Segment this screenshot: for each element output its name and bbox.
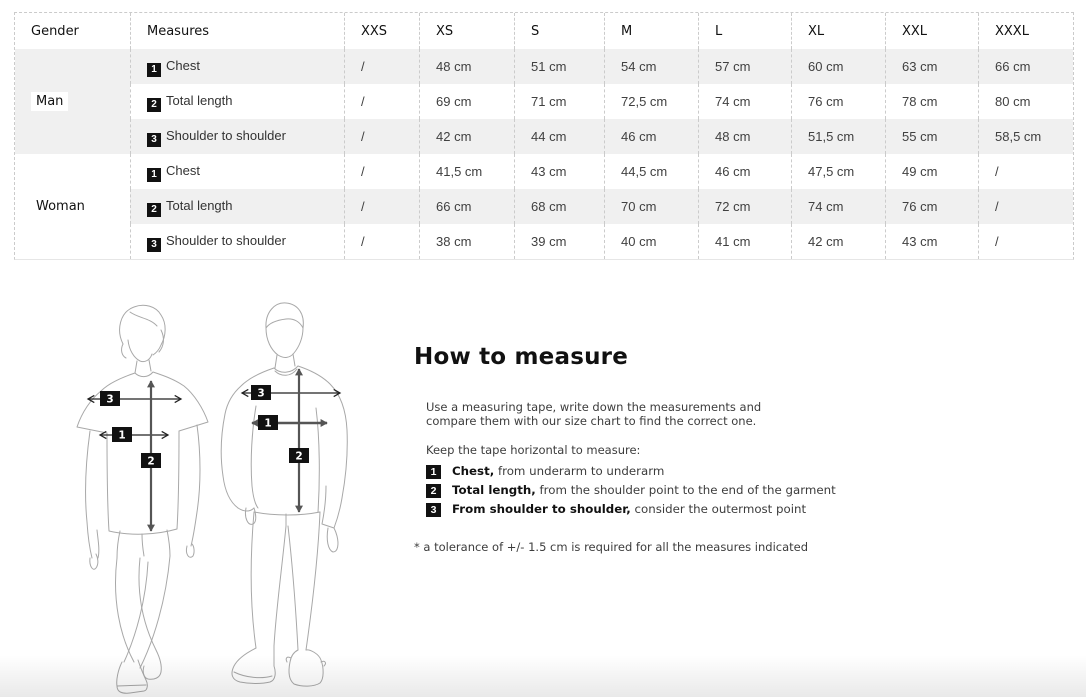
measure-cell — [130, 119, 344, 154]
how-to-measure-section — [414, 344, 1074, 554]
size-value-cell: 46 cm — [698, 154, 791, 189]
woman-figure — [77, 305, 208, 693]
size-value-cell: 48 cm — [698, 119, 791, 154]
size-chart-header-row — [15, 13, 1073, 49]
size-value-cell: 55 cm — [885, 119, 978, 154]
column-header-gender: Gender — [15, 13, 130, 49]
measure-label: Shoulder to shoulder — [166, 128, 286, 143]
measure-label: Total length — [166, 93, 233, 108]
size-row-man-shoulder-to-shoulder — [15, 119, 1073, 154]
size-value-cell: 78 cm — [885, 84, 978, 119]
size-row-woman-shoulder-to-shoulder — [15, 224, 1073, 259]
size-value-cell: 68 cm — [514, 189, 604, 224]
step-text — [452, 483, 836, 497]
size-value-cell: 57 cm — [698, 49, 791, 84]
size-value-cell: 39 cm — [514, 224, 604, 259]
man-length-badge-number: 2 — [295, 450, 303, 463]
measure-label: Chest — [166, 163, 200, 178]
measure-number-badge: 1 — [147, 168, 161, 182]
size-value-cell: / — [344, 154, 419, 189]
size-value-cell: 51 cm — [514, 49, 604, 84]
measure-cell — [130, 49, 344, 84]
woman-length-badge-number: 2 — [147, 455, 155, 468]
size-value-cell: 71 cm — [514, 84, 604, 119]
size-value-cell: 54 cm — [604, 49, 698, 84]
gender-cell-woman — [15, 154, 130, 259]
column-header-l: L — [698, 13, 791, 49]
step-number-badge: 1 — [426, 465, 441, 479]
size-value-cell: 44,5 cm — [604, 154, 698, 189]
step-text — [452, 464, 664, 478]
measure-steps-list — [426, 464, 1074, 521]
measure-cell — [130, 84, 344, 119]
size-value-cell: / — [978, 189, 1073, 224]
man-shoulder-badge-number: 3 — [257, 387, 265, 400]
step-number-badge: 2 — [426, 484, 441, 498]
size-value-cell: / — [344, 49, 419, 84]
measure-number-badge: 2 — [147, 203, 161, 217]
size-row-man-chest — [15, 49, 1073, 84]
size-value-cell: / — [344, 119, 419, 154]
size-value-cell: 49 cm — [885, 154, 978, 189]
size-value-cell: / — [978, 224, 1073, 259]
size-value-cell: / — [344, 224, 419, 259]
size-value-cell: 38 cm — [419, 224, 514, 259]
column-header-xxs: XXS — [344, 13, 419, 49]
column-header-measures: Measures — [130, 13, 344, 49]
measure-label: Total length — [166, 198, 233, 213]
size-row-woman-chest — [15, 154, 1073, 189]
man-figure — [221, 303, 347, 686]
measure-label: Shoulder to shoulder — [166, 233, 286, 248]
step-label: From shoulder to shoulder, — [452, 502, 631, 516]
size-value-cell: 43 cm — [885, 224, 978, 259]
size-value-cell: / — [978, 154, 1073, 189]
woman-shoulder-badge-number: 3 — [106, 393, 114, 406]
size-value-cell: / — [344, 84, 419, 119]
tolerance-note: * a tolerance of +/- 1.5 cm is required for all the measures indicated — [414, 540, 809, 554]
measure-step — [426, 502, 1074, 521]
size-value-cell: 42 cm — [791, 224, 885, 259]
size-value-cell: 47,5 cm — [791, 154, 885, 189]
size-value-cell: 48 cm — [419, 49, 514, 84]
size-value-cell: 51,5 cm — [791, 119, 885, 154]
measure-intro-text: Use a measuring tape, write down the measurements and compare them with our size chart to find the correct one. — [426, 400, 762, 428]
step-label: Total length, — [452, 483, 536, 497]
column-header-xxxl: XXXL — [978, 13, 1073, 49]
measure-step — [426, 483, 1074, 502]
size-value-cell: 44 cm — [514, 119, 604, 154]
size-row-woman-total-length — [15, 189, 1073, 224]
measure-number-badge: 1 — [147, 63, 161, 77]
size-value-cell: 66 cm — [419, 189, 514, 224]
gender-cell-man — [15, 49, 130, 154]
measure-step — [426, 464, 1074, 483]
step-description: consider the outermost point — [630, 502, 807, 516]
size-value-cell: 60 cm — [791, 49, 885, 84]
column-header-xxl: XXL — [885, 13, 978, 49]
woman-chest-badge-number: 1 — [118, 429, 126, 442]
column-header-m: M — [604, 13, 698, 49]
measure-number-badge: 2 — [147, 98, 161, 112]
measure-number-badge: 3 — [147, 238, 161, 252]
size-value-cell: 80 cm — [978, 84, 1073, 119]
measure-cell — [130, 224, 344, 259]
gender-label: Woman — [31, 197, 90, 216]
size-value-cell: 76 cm — [885, 189, 978, 224]
size-value-cell: 76 cm — [791, 84, 885, 119]
step-description: from the shoulder point to the end of the garment — [535, 483, 836, 497]
column-header-s: S — [514, 13, 604, 49]
size-value-cell: 58,5 cm — [978, 119, 1073, 154]
size-value-cell: 74 cm — [791, 189, 885, 224]
step-label: Chest, — [452, 464, 495, 478]
figures-line-art — [60, 300, 370, 697]
size-value-cell: 42 cm — [419, 119, 514, 154]
size-value-cell: 74 cm — [698, 84, 791, 119]
size-value-cell: 41 cm — [698, 224, 791, 259]
size-value-cell: 46 cm — [604, 119, 698, 154]
measure-instruction-text: Keep the tape horizontal to measure: — [426, 443, 641, 457]
size-value-cell: 41,5 cm — [419, 154, 514, 189]
size-value-cell: 72 cm — [698, 189, 791, 224]
measure-illustration — [60, 300, 370, 697]
step-description: from underarm to underarm — [494, 464, 665, 478]
how-to-measure-title: How to measure — [414, 344, 629, 370]
measure-label: Chest — [166, 58, 200, 73]
size-value-cell: 43 cm — [514, 154, 604, 189]
column-header-xl: XL — [791, 13, 885, 49]
measure-cell — [130, 154, 344, 189]
size-value-cell: 66 cm — [978, 49, 1073, 84]
size-value-cell: 63 cm — [885, 49, 978, 84]
size-value-cell: 70 cm — [604, 189, 698, 224]
size-value-cell: 72,5 cm — [604, 84, 698, 119]
size-value-cell: 40 cm — [604, 224, 698, 259]
size-value-cell: 69 cm — [419, 84, 514, 119]
size-value-cell: / — [344, 189, 419, 224]
measure-cell — [130, 189, 344, 224]
gender-label: Man — [31, 92, 68, 111]
size-chart-table — [14, 12, 1074, 260]
measure-number-badge: 3 — [147, 133, 161, 147]
column-header-xs: XS — [419, 13, 514, 49]
size-row-man-total-length — [15, 84, 1073, 119]
step-text — [452, 502, 806, 516]
man-chest-badge-number: 1 — [264, 417, 272, 430]
step-number-badge: 3 — [426, 503, 441, 517]
